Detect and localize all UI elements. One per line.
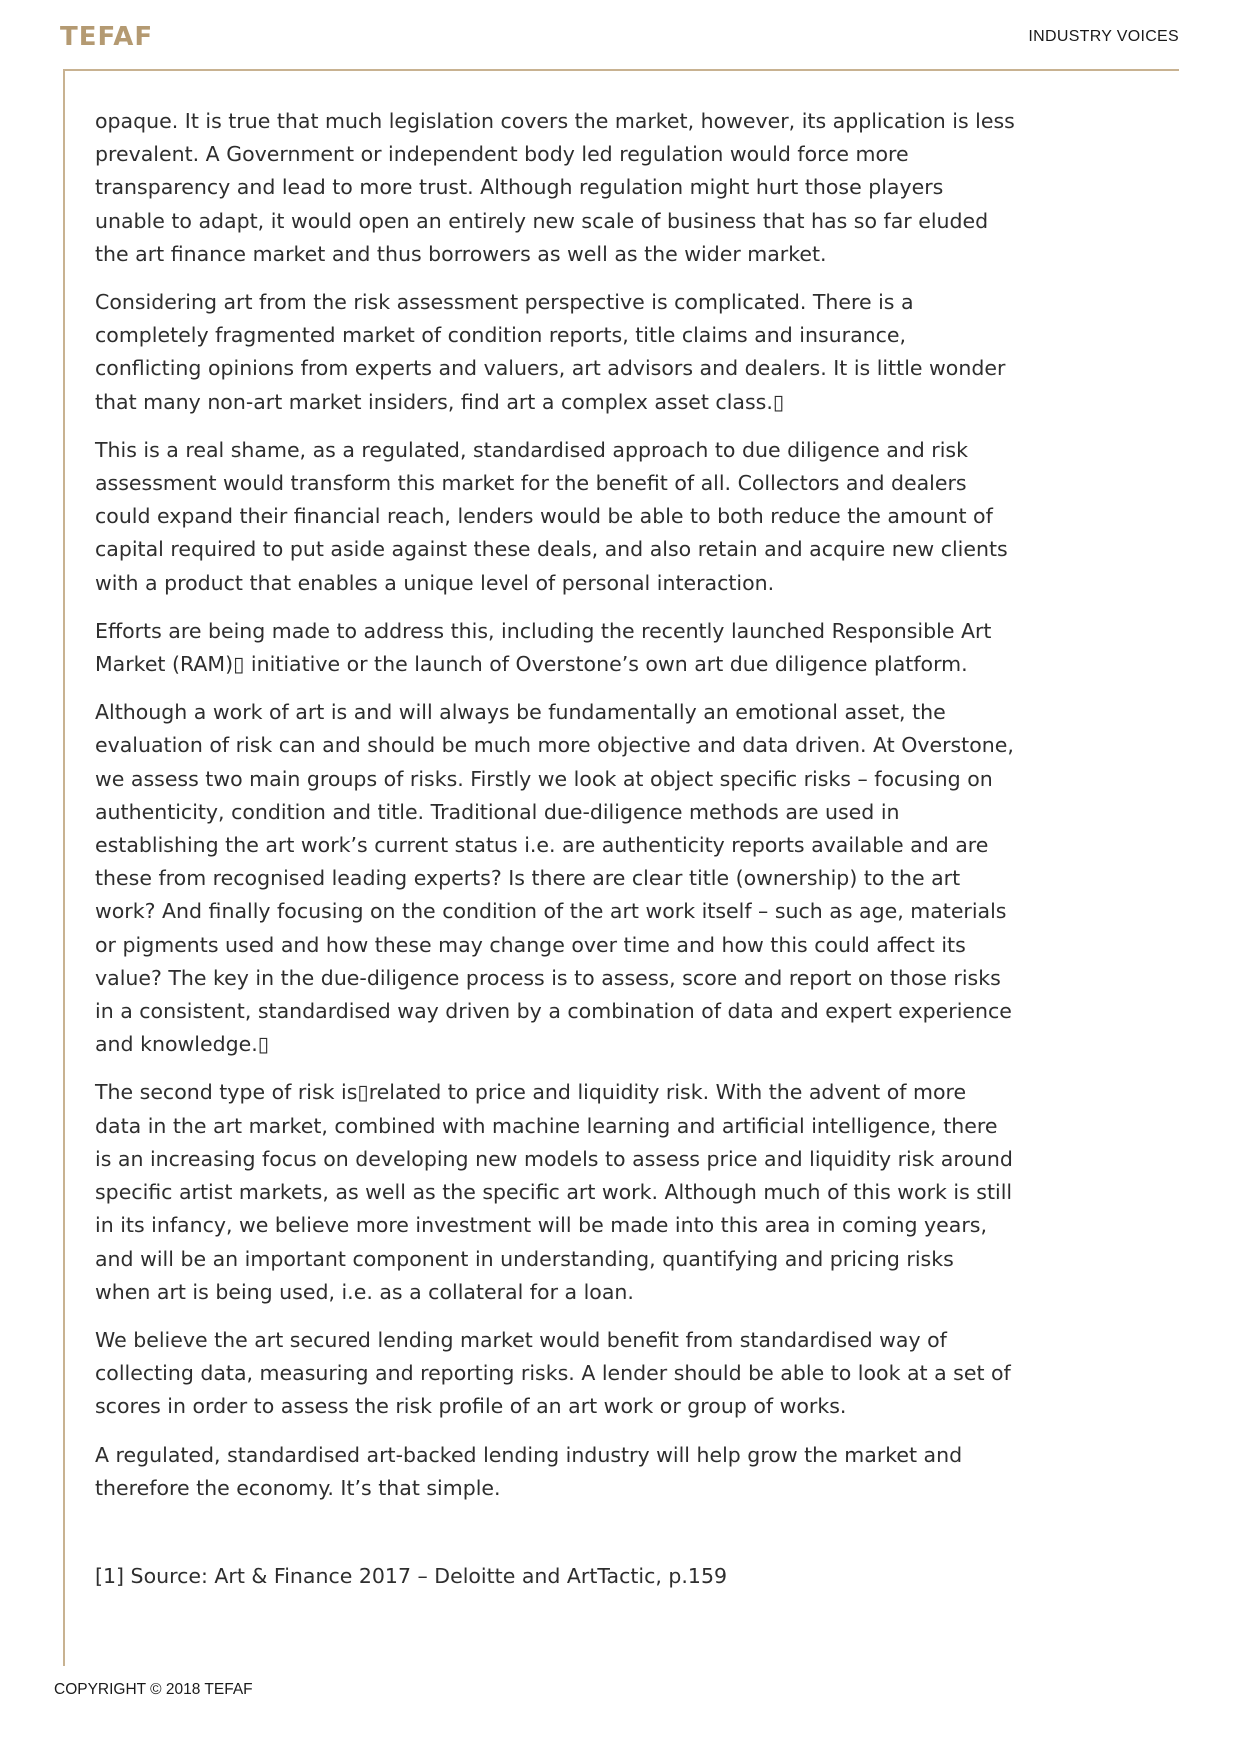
- paragraph: Efforts are being made to address this, including the recently launched Responsible Art Market (RAM)▯ initiative or the launch of Overstone’s own art due diligence platform.: [95, 618, 992, 677]
- tefaf-logo: TEFAF: [60, 22, 154, 52]
- copyright-notice: COPYRIGHT © 2018 TEFAF: [54, 1681, 253, 1698]
- footnote: [1] Source: Art & Finance 2017 – Deloitte and ArtTactic, p.159: [95, 1564, 728, 1588]
- section-label: INDUSTRY VOICES: [1028, 28, 1179, 45]
- header-divider: [64, 69, 1179, 71]
- paragraph: We believe the art secured lending market would benefit from standardised way of collecting data, measuring and reporting risks. A lender should be able to look at a set of scores in order to assess the risk profile of an art work or group of works.: [95, 1327, 1011, 1419]
- left-margin-rule: [63, 69, 65, 1666]
- paragraph: opaque. It is true that much legislation covers the market, however, its application is less prevalent. A Government or independent body led regulation would force more transparency and lead to more trust. Although regulation might hurt those players unable to adapt, it would open an entirely new scale of business that has so far eluded the art finance market and thus borrowers as well as the wider market.: [95, 109, 1015, 266]
- article-body: [95, 105, 1015, 1520]
- paragraph: The second type of risk is▯related to price and liquidity risk. With the advent of more data in the art market, combined with machine learning and artificial intelligence, there is an increasing focus on developing new models to assess price and liquidity risk around specific artist markets, as well as the specific art work. Although much of this work is still in its infancy, we believe more investment will be made into this area in coming years, and will be an important component in understanding, quantifying and pricing risks when art is being used, i.e. as a collateral for a loan.: [95, 1080, 1013, 1304]
- paragraph: A regulated, standardised art-backed lending industry will help grow the market and therefore the economy. It’s that simple.: [95, 1442, 963, 1500]
- paragraph: This is a real shame, as a regulated, standardised approach to due diligence and risk assessment would transform this market for the benefit of all. Collectors and dealers could expand their financial reach, lenders would be able to both reduce the amount of capital required to put aside against these deals, and also retain and acquire new clients with a product that enables a unique level of personal interaction.: [95, 437, 1008, 595]
- paragraph: Considering art from the risk assessment perspective is complicated. There is a completely fragmented market of condition reports, title claims and insurance, conflicting opinions from experts and valuers, art advisors and dealers. It is little wonder that many non-art market insiders, find art a complex asset class.⁠▯: [95, 290, 1006, 414]
- paragraph: Although a work of art is and will always be fundamentally an emotional asset, the evaluation of risk can and should be much more objective and data driven. At Overstone, we assess two main groups of risks. Firstly we look at object specific risks – focusing on authenticity, condition and title. Traditional due-diligence methods are used in establishing the art work’s current status i.e. are authenticity reports available and are these from recognised leading experts? Is there are clear title (ownership) to the art work? And finally focusing on the condition of the art work itself – such as age, materials or pigments used and how these may change over time and how this could affect its value? The key in the due-diligence process is to assess, score and report on those risks in a consistent, standardised way driven by a combination of data and expert experience and knowledge.▯: [95, 700, 1014, 1057]
